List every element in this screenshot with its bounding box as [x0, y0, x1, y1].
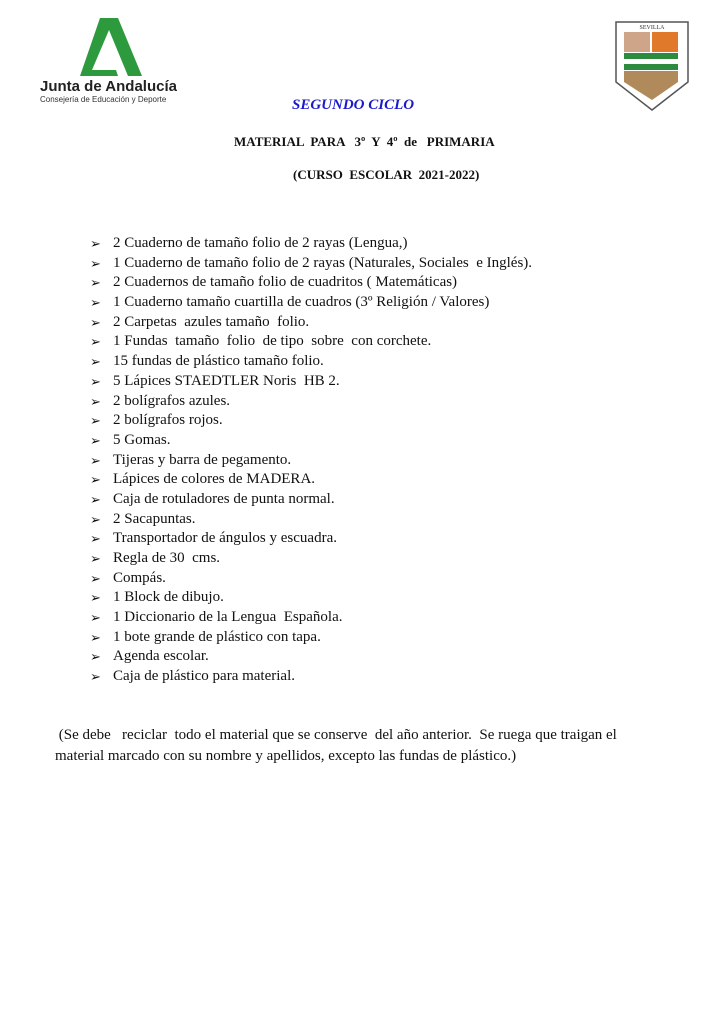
list-item	[90, 647, 532, 667]
list-item-text: Agenda escolar.	[113, 648, 209, 665]
list-item-text: 1 bote grande de plástico con tapa.	[113, 628, 321, 645]
arrow-bullet-icon: ➢	[90, 236, 101, 251]
list-item-text: 1 Cuaderno de tamaño folio de 2 rayas (Naturales, Sociales e Inglés).	[113, 254, 533, 271]
arrow-bullet-icon: ➢	[90, 491, 101, 507]
list-item	[90, 628, 532, 648]
list-item	[90, 372, 532, 392]
list-item-text: Tijeras y barra de pegamento.	[113, 451, 292, 468]
list-item-text: Caja de plástico para material.	[113, 668, 295, 685]
arrow-bullet-icon: ➢	[90, 373, 101, 389]
arrow-bullet-icon: ➢	[90, 255, 101, 271]
list-item	[90, 667, 532, 687]
list-item	[90, 588, 532, 608]
arrow-bullet-icon: ➢	[90, 629, 101, 645]
arrow-bullet-icon: ➢	[90, 413, 101, 429]
arrow-bullet-icon: ➢	[90, 551, 101, 566]
arrow-bullet-icon: ➢	[90, 393, 101, 409]
list-item	[90, 510, 532, 530]
arrow-bullet-icon: ➢	[90, 531, 101, 547]
list-item-text: 15 fundas de plástico tamaño folio.	[113, 353, 324, 370]
list-item	[90, 273, 532, 293]
arrow-bullet-icon: ➢	[90, 275, 101, 291]
list-item-text: 5 Gomas.	[113, 431, 171, 448]
andalucia-a-icon	[78, 18, 142, 76]
list-item	[90, 451, 532, 471]
arrow-bullet-icon: ➢	[90, 590, 101, 606]
list-item-text: 2 Cuadernos de tamaño folio de cuadritos ( Matemáticas)	[113, 274, 458, 291]
list-item-text: 1 Cuaderno tamaño cuartilla de cuadros (3º Religión / Valores)	[113, 294, 490, 311]
arrow-bullet-icon: ➢	[90, 511, 101, 527]
arrow-bullet-icon: ➢	[90, 314, 101, 330]
list-item	[90, 608, 532, 628]
logo-name: Junta de Andalucía	[40, 78, 177, 95]
list-item	[90, 529, 532, 549]
arrow-bullet-icon: ➢	[90, 669, 101, 685]
arrow-bullet-icon: ➢	[90, 570, 101, 586]
list-item-text: Regla de 30 cms.	[113, 550, 221, 566]
list-item-text: 2 bolígrafos rojos.	[113, 412, 223, 429]
junta-andalucia-logo	[40, 18, 190, 104]
arrow-bullet-icon: ➢	[90, 472, 101, 488]
list-item-text: 2 Carpetas azules tamaño folio.	[113, 313, 310, 330]
list-item-text: 2 Sacapuntas.	[113, 510, 196, 527]
list-item	[90, 392, 532, 412]
logo-subtitle: Consejería de Educación y Deporte	[40, 95, 167, 104]
list-item-text: 5 Lápices STAEDTLER Noris HB 2.	[113, 372, 340, 389]
cycle-title: SEGUNDO CICLO	[292, 97, 415, 113]
crest-text: SEVILLA	[639, 25, 665, 31]
arrow-bullet-icon: ➢	[90, 452, 101, 468]
list-item	[90, 352, 532, 372]
list-item	[90, 569, 532, 589]
list-item	[90, 411, 532, 431]
list-item	[90, 313, 532, 333]
list-item-text: Transportador de ángulos y escuadra.	[113, 530, 337, 547]
note-paragraph: (Se debe reciclar todo el material que se conserve del año anterior. Se ruega que traigan el material marcado con su nombre y apellidos, excepto las fundas de plástico.)	[55, 727, 621, 764]
list-item-text: Caja de rotuladores de punta normal.	[113, 490, 335, 507]
list-item-text: 2 Cuaderno de tamaño folio de 2 rayas (Lengua,)	[113, 235, 408, 251]
arrow-bullet-icon: ➢	[90, 334, 101, 350]
list-item-text: Compás.	[113, 569, 166, 586]
arrow-bullet-icon: ➢	[90, 649, 101, 665]
list-item	[90, 431, 532, 451]
list-item	[90, 254, 532, 274]
arrow-bullet-icon: ➢	[90, 354, 101, 370]
material-list	[90, 234, 532, 687]
list-item	[90, 490, 532, 510]
list-item-text: 2 bolígrafos azules.	[113, 392, 231, 409]
list-item-text: 1 Fundas tamaño folio de tipo sobre con corchete.	[113, 333, 432, 350]
list-item-text: 1 Diccionario de la Lengua Española.	[113, 609, 343, 626]
list-item	[90, 293, 532, 313]
list-item	[90, 549, 532, 569]
arrow-bullet-icon: ➢	[90, 610, 101, 626]
arrow-bullet-icon: ➢	[90, 432, 101, 448]
school-crest-icon	[614, 20, 690, 112]
list-item	[90, 470, 532, 490]
list-item	[90, 234, 532, 254]
list-item-text: 1 Block de dibujo.	[113, 589, 224, 606]
list-item	[90, 332, 532, 352]
arrow-bullet-icon: ➢	[90, 295, 101, 311]
list-item-text: Lápices de colores de MADERA.	[113, 471, 316, 488]
material-heading: MATERIAL PARA 3º Y 4º de PRIMARIA	[234, 134, 495, 149]
school-year: (CURSO ESCOLAR 2021-2022)	[293, 167, 480, 182]
